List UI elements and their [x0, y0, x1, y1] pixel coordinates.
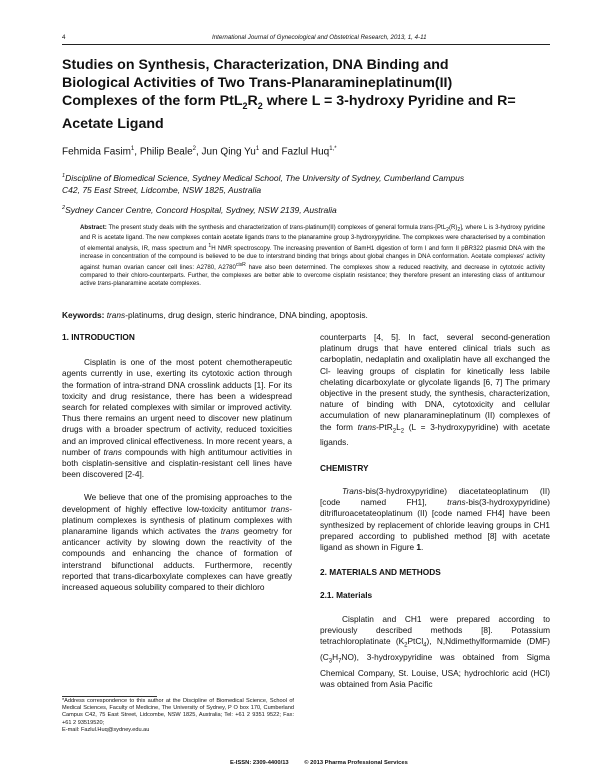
intro-paragraph-1: Cisplatin is one of the most potent chemotherapeutic agents currently in use, exerting its cytotoxic action through the formation of intra-strand DNA crosslink adducts [1]. For its toxicity and drug resistance, there has been a widespread search for related complexes with similar or improved activity. Thus there remains an urgent need to discover new platinum drugs with a broader spectrum of activity, reduced toxicities and an improved clinical effectiveness. In more recent years, a number of trans compounds with high antitumour activities in both cisplatin-sensitive and cisplatin-resistant cell lines have been discovered [2-4].	[62, 357, 293, 480]
section-heading-chemistry: CHEMISTRY	[320, 462, 369, 473]
copyright: © 2013 Pharma Professional Services	[304, 760, 408, 766]
chemistry-paragraph: Trans-bis(3-hydroxypyridine) diacetateoplatinum (II) [code named FH1], trans-bis(3-hydroxypyridine) ditrifluroacetateoplatinum (II) [code named FH4] have been synthesized by replacement of chloride leaving groups in CH1 prepared according to published method [8] with acetate ligand as shown in Figure 1.	[320, 485, 550, 552]
author-list: Fehmida Fasim$^1$, Philip Beale$^2$, Jun Qing Yu$^1$ and Fazlul Huq$^{1,*}$	[62, 146, 337, 158]
affiliation-2: $^2$Sydney Cancer Centre, Concord Hospital, Sydney, NSW 2139, Australia	[62, 204, 337, 215]
page-footer	[230, 760, 422, 766]
correspondence-footnote: *Address correspondence to this author at the Discipline of Biomedical Science, School of Medical Sciences, Faculty of Medicine, The University of Sydney, P O box 170, Cumberland Campus C42, 75 East Street, Lidcombe, NSW 1825, Australia; Tel: +61 2 9351 9522; Fax: +61 2 93519520; E-mail: Fazlul.Huq@sydney.edu.au	[62, 698, 294, 733]
journal-citation: International Journal of Gynecological and Obstetrical Research, 2013, 1, 4-11	[212, 34, 427, 41]
section-heading-introduction: 1. INTRODUCTION	[62, 332, 135, 342]
subsection-heading-materials: 2.1. Materials	[320, 590, 373, 601]
section-heading-materials-methods: 2. MATERIALS AND METHODS	[320, 567, 441, 578]
abstract: Abstract: The present study deals with the synthesis and characterization of trans-platinum(II) complexes of general formula trans-$[PtL_2(R)_2]$, where L is 3-hydroxy pyridine and R is acetate ligand. The new complexes contain acetate ligands trans to the planaramine group 3-hydroxypyridine. The complexes were characterised by a combination of elemental analysis, IR, mass spectrum and $^1$H NMR spectroscopy. The increasing prevention of BamH1 digestion of form I and form II pBR322 plasmid DNA with the increase in concentration of the compound is believed to be due to interstrand binding that brings about global changes in DNA conformation. Acetate complexes' activity against human ovarian cancer cell lines: A2780, $A2780^{cisR}$ have also been determined. The complexes show a reduced reactivity, and decrease in cytotoxic activity compared to their chloro-counterparts. Further, the complexes are better able to overcome cisplatin resistance; they therefore present an interesting class of antitumour active trans-planaramine acetate complexes.	[80, 224, 545, 288]
header-rule	[62, 44, 550, 45]
issn: E-ISSN: 2309-4400/13	[230, 760, 289, 766]
intro-paragraph-3: counterparts [4, 5]. In fact, several second-generation platinum drugs that have entered clinical trials such as carboplatin, nedaplatin and oxaliplatin have all exchanged the Cl- leaving groups of cisplatin for kinetically less labile chelating dicarboxylate or glycolate ligands [6, 7] The primary objective in the present study, the synthesis, characterization, nature of binding with DNA, cytotoxicity and cellular accumulation of new planaramineplatinum (II) complexes of the form trans-$PtR_2L_2$ (L = 3-hydroxypyridine) with acetate ligands.	[320, 332, 550, 448]
correspondence-email[interactable]: E-mail: Fazlul.Huq@sydney.edu.au	[62, 726, 150, 733]
paper-title: Studies on Synthesis, Characterization, DNA Binding and Biological Activities of Two Trans-Planaramineplatinum(II) Complexes of the form $PtL_2R_2$ where L = 3-hydroxy Pyridine and R= Acetate Ligand	[62, 57, 516, 132]
affiliation-1: $^1$Discipline of Biomedical Science, Sydney Medical School, The University of Sydney, Cumberland Campus C42, 75 East Street, Lidcombe, NSW 1825, Australia	[62, 172, 465, 195]
keywords: Keywords: trans-platinums, drug design, steric hindrance, DNA binding, apoptosis.	[62, 310, 368, 320]
right-column	[320, 332, 550, 690]
intro-paragraph-2: We believe that one of the promising approaches to the development of highly effective low-toxicity antitumor trans-platinum complexes is synthesis of platinum complexes with planaramine ligands which activates the trans geometry for anticancer activity by slowing down the reactivity of the compounds and enhancing the chance of formation of interstrand bifunctional adducts. Furthermore, recently reported that trans-dicarboxylate complexes can have greatly increased aqueous solubility compared to their dichloro	[62, 492, 292, 593]
materials-paragraph: Cisplatin and CH1 were prepared according to previously described methods [8]. Potassium tetrachloroplatinate $(K_2PtCl_4)$, N,Ndimethylformamide (DMF) $(C_3H_7NO)$, 3-hydroxypyridine was obtained from Sigma Chemical Company, St. Louise, USA; hydrochloric acid (HCl) was obtained from Asia Pacific	[320, 613, 550, 689]
left-column	[62, 332, 292, 593]
page-number: 4	[62, 34, 66, 41]
footnote-rule	[62, 696, 157, 697]
